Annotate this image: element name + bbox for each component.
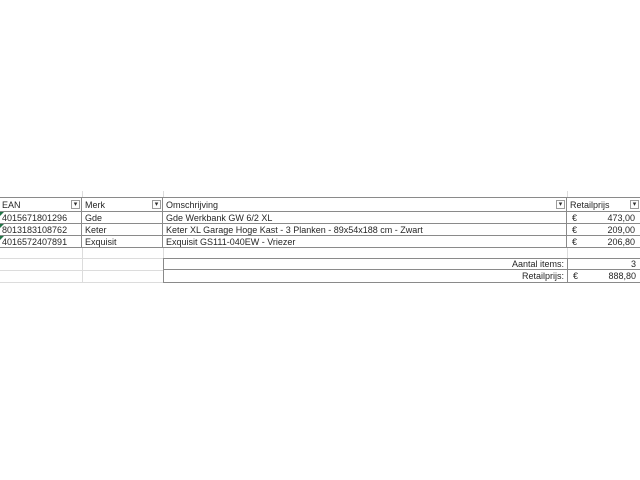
header-retailprijs[interactable] [567, 198, 640, 212]
error-indicator-icon [0, 236, 4, 240]
retailprijs-total-value[interactable] [568, 270, 640, 282]
error-indicator-icon [0, 212, 4, 216]
currency-symbol: € [572, 224, 578, 235]
price-value: 206,80 [607, 236, 635, 247]
header-merk-label: Merk [85, 199, 105, 210]
cell-omschrijving[interactable]: Exquisit GS111-040EW - Vriezer [163, 236, 567, 248]
gridline-h [0, 282, 163, 283]
currency-symbol: € [573, 271, 579, 281]
filter-dropdown-omschrijving-button[interactable] [556, 200, 565, 209]
filter-dropdown-ean-button[interactable] [71, 200, 80, 209]
filter-dropdown-icon: ▾ [558, 200, 563, 208]
ean-value: 4016572407891 [2, 236, 68, 247]
filter-dropdown-icon: ▾ [73, 200, 78, 208]
summary-table [163, 258, 640, 283]
retailprijs-total-label[interactable]: Retailprijs: [164, 270, 568, 282]
cell-retailprijs[interactable] [567, 236, 640, 248]
total-value: 888,80 [608, 271, 636, 281]
cell-merk[interactable]: Keter [82, 224, 163, 236]
cell-ean[interactable] [0, 224, 82, 236]
header-ean-label: EAN [2, 199, 21, 210]
cell-omschrijving[interactable]: Gde Werkbank GW 6/2 XL [163, 212, 567, 224]
cell-merk[interactable]: Exquisit [82, 236, 163, 248]
gridline-h [0, 270, 163, 271]
cell-ean[interactable] [0, 236, 82, 248]
gridline-v [82, 248, 83, 283]
header-omschrijving-label: Omschrijving [166, 199, 219, 210]
price-value: 209,00 [607, 224, 635, 235]
header-ean[interactable] [0, 198, 82, 212]
aantal-items-label[interactable]: Aantal items: [164, 259, 568, 270]
cell-retailprijs[interactable] [567, 224, 640, 236]
header-retailprijs-label: Retailprijs [570, 199, 610, 210]
filter-dropdown-merk-button[interactable] [152, 200, 161, 209]
cell-merk[interactable]: Gde [82, 212, 163, 224]
aantal-items-value[interactable]: 3 [568, 259, 640, 270]
currency-symbol: € [572, 236, 578, 247]
ean-value: 8013183108762 [2, 224, 68, 235]
header-omschrijving[interactable] [163, 198, 567, 212]
gridline-v [163, 248, 164, 258]
header-merk[interactable] [82, 198, 163, 212]
filter-dropdown-retailprijs-button[interactable] [630, 200, 639, 209]
cell-ean[interactable] [0, 212, 82, 224]
filter-dropdown-icon: ▾ [154, 200, 159, 208]
ean-value: 4015671801296 [2, 212, 68, 223]
gridline-v [567, 248, 568, 258]
error-indicator-icon [0, 224, 4, 228]
cell-retailprijs[interactable] [567, 212, 640, 224]
gridline-h [0, 258, 163, 259]
price-value: 473,00 [607, 212, 635, 223]
filter-dropdown-icon: ▾ [632, 200, 637, 208]
cell-omschrijving[interactable]: Keter XL Garage Hoge Kast - 3 Planken - 89x54x188 cm - Zwart [163, 224, 567, 236]
product-table [0, 197, 640, 248]
currency-symbol: € [572, 212, 578, 223]
